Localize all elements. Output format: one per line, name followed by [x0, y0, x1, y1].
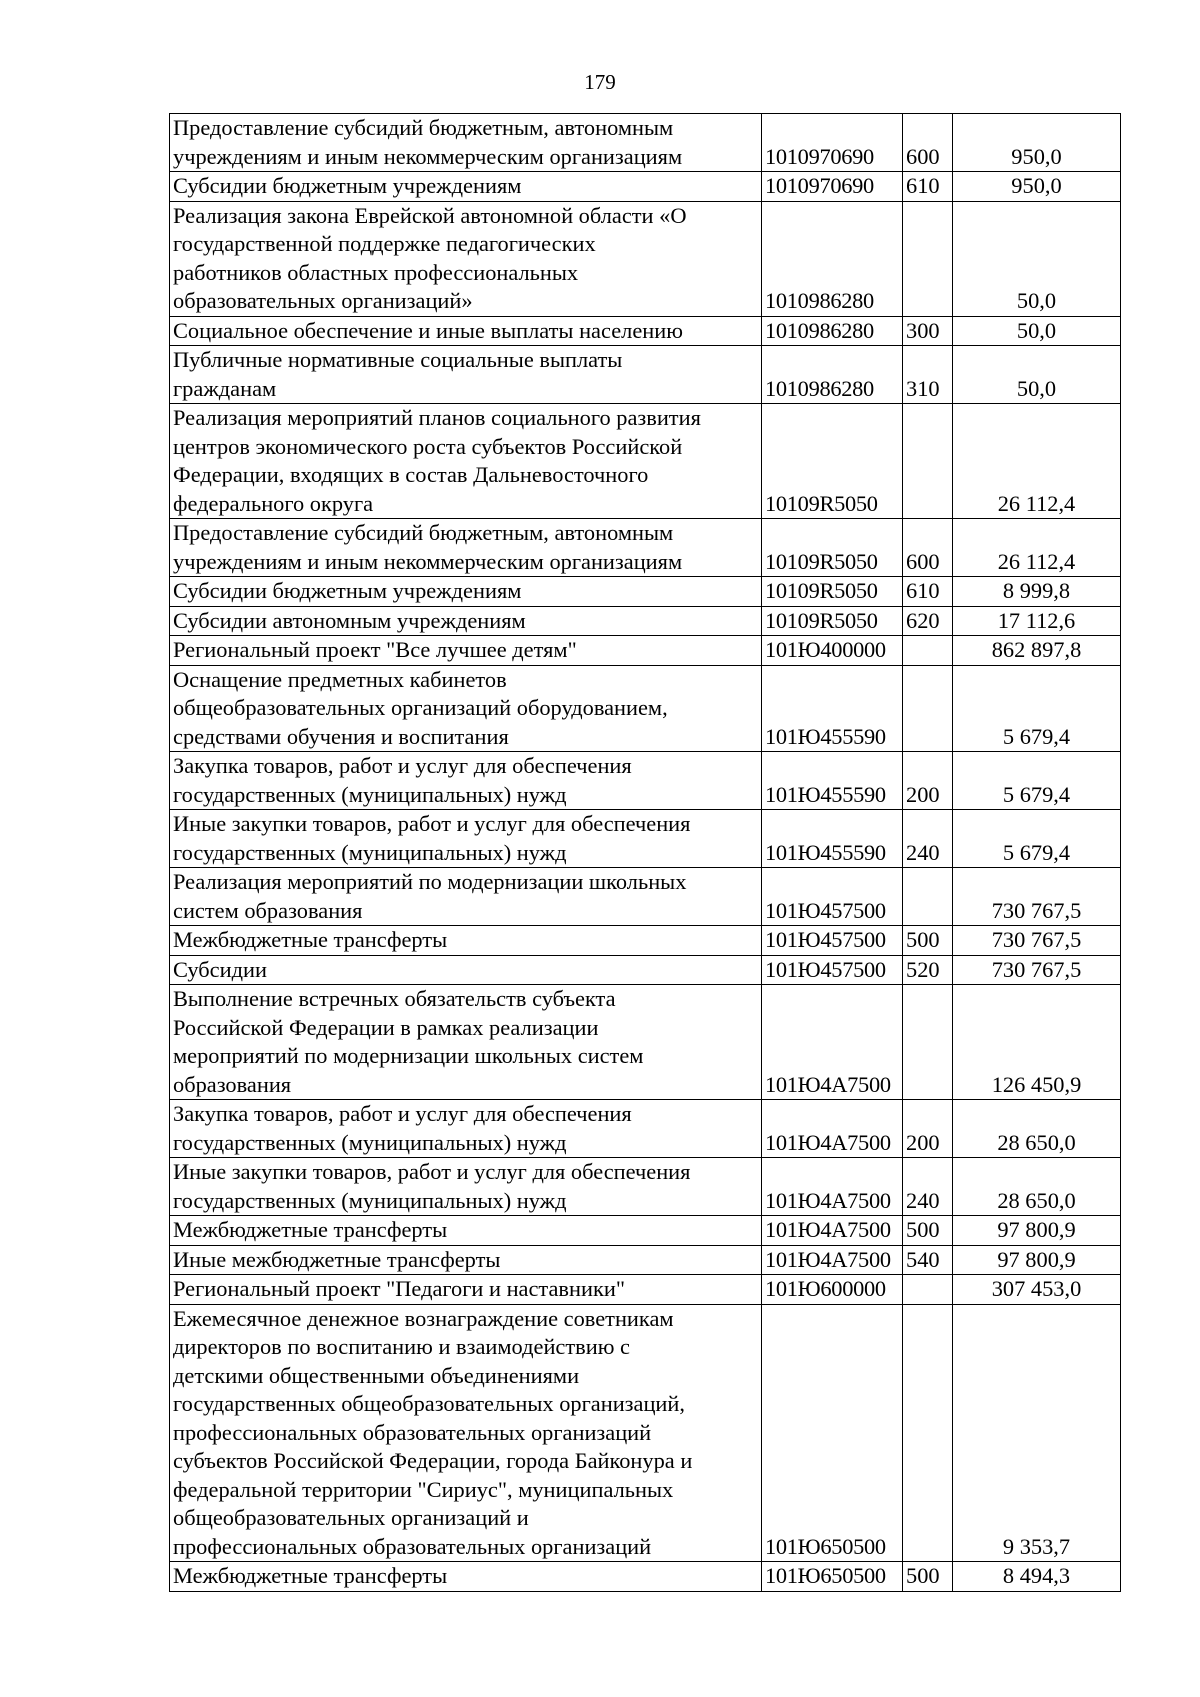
row-name: Закупка товаров, работ и услуг для обеспечения государственных (муниципальных) нужд: [170, 1100, 762, 1158]
row-amount: 126 450,9: [953, 985, 1121, 1100]
row-code: 101Ю600000: [762, 1275, 903, 1305]
table-row: [170, 316, 1121, 346]
row-amount: 8 494,3: [953, 1562, 1121, 1592]
row-expense-type: [903, 404, 953, 519]
row-code: 101Ю457500: [762, 868, 903, 926]
row-code: 101Ю4A7500: [762, 985, 903, 1100]
row-name: Выполнение встречных обязательств субъекта Российской Федерации в рамках реализации мероприятий по модернизации школьных систем образования: [170, 985, 762, 1100]
row-code: 101Ю4A7500: [762, 1245, 903, 1275]
row-amount: 730 767,5: [953, 868, 1121, 926]
row-expense-type: 240: [903, 810, 953, 868]
row-expense-type: [903, 665, 953, 752]
row-amount: 950,0: [953, 172, 1121, 202]
row-amount: 730 767,5: [953, 926, 1121, 956]
row-name: Предоставление субсидий бюджетным, автономным учреждениям и иным некоммерческим организациям: [170, 114, 762, 172]
row-code: 101Ю4A7500: [762, 1216, 903, 1246]
table-row: [170, 201, 1121, 316]
row-code: 101Ю650500: [762, 1562, 903, 1592]
row-name: Иные закупки товаров, работ и услуг для обеспечения государственных (муниципальных) нужд: [170, 1158, 762, 1216]
row-expense-type: 500: [903, 1216, 953, 1246]
row-expense-type: 600: [903, 519, 953, 577]
row-name: Социальное обеспечение и иные выплаты населению: [170, 316, 762, 346]
table-row: [170, 868, 1121, 926]
row-name: Межбюджетные трансферты: [170, 1216, 762, 1246]
row-expense-type: 200: [903, 752, 953, 810]
row-name: Субсидии: [170, 955, 762, 985]
row-amount: 97 800,9: [953, 1216, 1121, 1246]
row-code: 101Ю457500: [762, 955, 903, 985]
table-row: [170, 346, 1121, 404]
table-row: [170, 926, 1121, 956]
table-row: [170, 810, 1121, 868]
row-name: Иные межбюджетные трансферты: [170, 1245, 762, 1275]
table-row: [170, 1100, 1121, 1158]
row-amount: 17 112,6: [953, 606, 1121, 636]
row-amount: 8 999,8: [953, 577, 1121, 607]
row-amount: 50,0: [953, 201, 1121, 316]
row-name: Закупка товаров, работ и услуг для обеспечения государственных (муниципальных) нужд: [170, 752, 762, 810]
row-amount: 5 679,4: [953, 810, 1121, 868]
table-row: [170, 955, 1121, 985]
row-amount: 307 453,0: [953, 1275, 1121, 1305]
row-expense-type: 310: [903, 346, 953, 404]
row-amount: 50,0: [953, 316, 1121, 346]
row-code: 10109R5050: [762, 577, 903, 607]
row-amount: 730 767,5: [953, 955, 1121, 985]
row-name: Оснащение предметных кабинетов общеобразовательных организаций оборудованием, средствами обучения и воспитания: [170, 665, 762, 752]
row-expense-type: 540: [903, 1245, 953, 1275]
row-amount: 9 353,7: [953, 1304, 1121, 1562]
row-expense-type: [903, 1275, 953, 1305]
row-expense-type: 520: [903, 955, 953, 985]
row-code: 101Ю4A7500: [762, 1158, 903, 1216]
row-expense-type: 300: [903, 316, 953, 346]
row-amount: 50,0: [953, 346, 1121, 404]
table-row: [170, 114, 1121, 172]
table-row: [170, 665, 1121, 752]
row-code: 101Ю400000: [762, 636, 903, 666]
row-amount: 950,0: [953, 114, 1121, 172]
row-expense-type: 500: [903, 1562, 953, 1592]
row-code: 1010986280: [762, 201, 903, 316]
row-expense-type: [903, 868, 953, 926]
row-expense-type: 600: [903, 114, 953, 172]
row-code: 101Ю455590: [762, 752, 903, 810]
row-expense-type: [903, 985, 953, 1100]
row-code: 10109R5050: [762, 606, 903, 636]
row-name: Иные закупки товаров, работ и услуг для обеспечения государственных (муниципальных) нужд: [170, 810, 762, 868]
row-name: Ежемесячное денежное вознаграждение советникам директоров по воспитанию и взаимодействию с детскими общественными объединениями государственных общеобразовательных организаций, профессиональных образовательных организаций субъектов Российской Федерации, города Байконура и федеральной территории "Сириус", муниципальных общеобразовательных организаций и профессиональных образовательных организаций: [170, 1304, 762, 1562]
row-name: Публичные нормативные социальные выплаты гражданам: [170, 346, 762, 404]
table-row: [170, 985, 1121, 1100]
table-row: [170, 1245, 1121, 1275]
row-code: 101Ю4A7500: [762, 1100, 903, 1158]
row-expense-type: 200: [903, 1100, 953, 1158]
row-expense-type: 620: [903, 606, 953, 636]
row-name: Межбюджетные трансферты: [170, 1562, 762, 1592]
page-number: 179: [584, 70, 616, 94]
row-expense-type: 610: [903, 172, 953, 202]
row-code: 1010970690: [762, 172, 903, 202]
row-name: Межбюджетные трансферты: [170, 926, 762, 956]
table-row: [170, 519, 1121, 577]
row-name: Субсидии бюджетным учреждениям: [170, 172, 762, 202]
row-name: Субсидии бюджетным учреждениям: [170, 577, 762, 607]
budget-table: [169, 113, 1121, 1592]
row-amount: 28 650,0: [953, 1158, 1121, 1216]
row-name: Реализация мероприятий по модернизации школьных систем образования: [170, 868, 762, 926]
row-amount: 5 679,4: [953, 665, 1121, 752]
row-expense-type: 240: [903, 1158, 953, 1216]
row-expense-type: [903, 201, 953, 316]
row-code: 1010986280: [762, 346, 903, 404]
table-row: [170, 606, 1121, 636]
row-code: 1010970690: [762, 114, 903, 172]
table-row: [170, 1158, 1121, 1216]
table-row: [170, 404, 1121, 519]
row-expense-type: [903, 636, 953, 666]
row-code: 1010986280: [762, 316, 903, 346]
row-name: Реализация закона Еврейской автономной области «О государственной поддержке педагогических работников областных профессиональных образовательных организаций»: [170, 201, 762, 316]
row-expense-type: [903, 1304, 953, 1562]
row-code: 10109R5050: [762, 404, 903, 519]
row-amount: 26 112,4: [953, 404, 1121, 519]
table-row: [170, 1275, 1121, 1305]
row-code: 101Ю457500: [762, 926, 903, 956]
row-code: 101Ю650500: [762, 1304, 903, 1562]
budget-table-body: [170, 114, 1121, 1592]
table-row: [170, 636, 1121, 666]
row-amount: 26 112,4: [953, 519, 1121, 577]
row-name: Региональный проект "Педагоги и наставники": [170, 1275, 762, 1305]
table-row: [170, 577, 1121, 607]
table-row: [170, 1304, 1121, 1562]
row-amount: 28 650,0: [953, 1100, 1121, 1158]
row-code: 10109R5050: [762, 519, 903, 577]
row-code: 101Ю455590: [762, 665, 903, 752]
row-name: Субсидии автономным учреждениям: [170, 606, 762, 636]
row-expense-type: 500: [903, 926, 953, 956]
row-amount: 5 679,4: [953, 752, 1121, 810]
table-row: [170, 1216, 1121, 1246]
row-amount: 97 800,9: [953, 1245, 1121, 1275]
table-row: [170, 752, 1121, 810]
row-amount: 862 897,8: [953, 636, 1121, 666]
row-code: 101Ю455590: [762, 810, 903, 868]
row-name: Реализация мероприятий планов социального развития центров экономического роста субъектов Российской Федерации, входящих в состав Дальневосточного федерального округа: [170, 404, 762, 519]
row-name: Предоставление субсидий бюджетным, автономным учреждениям и иным некоммерческим организациям: [170, 519, 762, 577]
table-row: [170, 172, 1121, 202]
row-name: Региональный проект "Все лучшее детям": [170, 636, 762, 666]
table-row: [170, 1562, 1121, 1592]
row-expense-type: 610: [903, 577, 953, 607]
